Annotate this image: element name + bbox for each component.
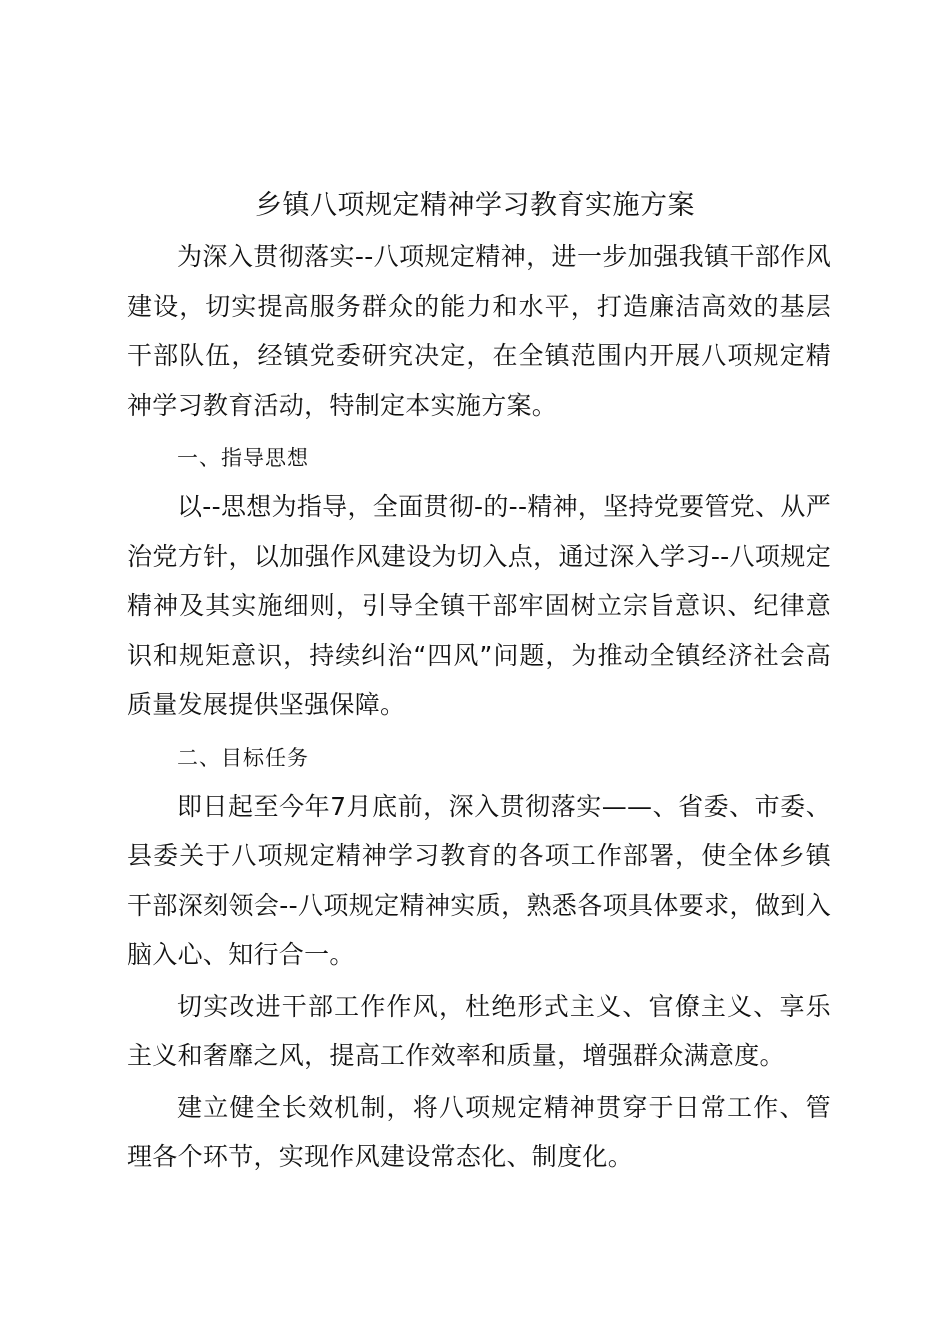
goals-paragraph-3: 建立健全长效机制，将八项规定精神贯穿于日常工作、管理各个环节，实现作风建设常态化、制度化。 [127,1092,831,1171]
intro-paragraph: 为深入贯彻落实--八项规定精神，进一步加强我镇干部作风建设，切实提高服务群众的能力和水平，打造廉洁高效的基层干部队伍，经镇党委研究决定，在全镇范围内开展八项规定精神学习教育活动，特制定本实施方案。 [127,242,831,420]
document-title: 乡镇八项规定精神学习教育实施方案 [255,190,695,221]
document-body [127,232,831,1182]
section-heading-goals-tasks: 二、目标任务 [177,745,309,770]
guiding-ideology-paragraph: 以--思想为指导，全面贯彻-的--精神，坚持党要管党、从严治党方针，以加强作风建设为切入点，通过深入学习--八项规定精神及其实施细则，引导全镇干部牢固树立宗旨意识、纪律意识和规矩意识，持续纠治“四风”问题，为推动全镇经济社会高质量发展提供坚强保障。 [127,492,831,719]
goals-paragraph-1: 即日起至今年7月底前，深入贯彻落实——、省委、市委、县委关于八项规定精神学习教育的各项工作部署，使全体乡镇干部深刻领会--八项规定精神实质，熟悉各项具体要求，做到入脑入心、知行合一。 [127,791,831,969]
goals-paragraph-2: 切实改进干部工作作风，杜绝形式主义、官僚主义、享乐主义和奢靡之风，提高工作效率和质量，增强群众满意度。 [127,991,831,1070]
section-heading-guiding-ideology: 一、指导思想 [177,446,309,470]
